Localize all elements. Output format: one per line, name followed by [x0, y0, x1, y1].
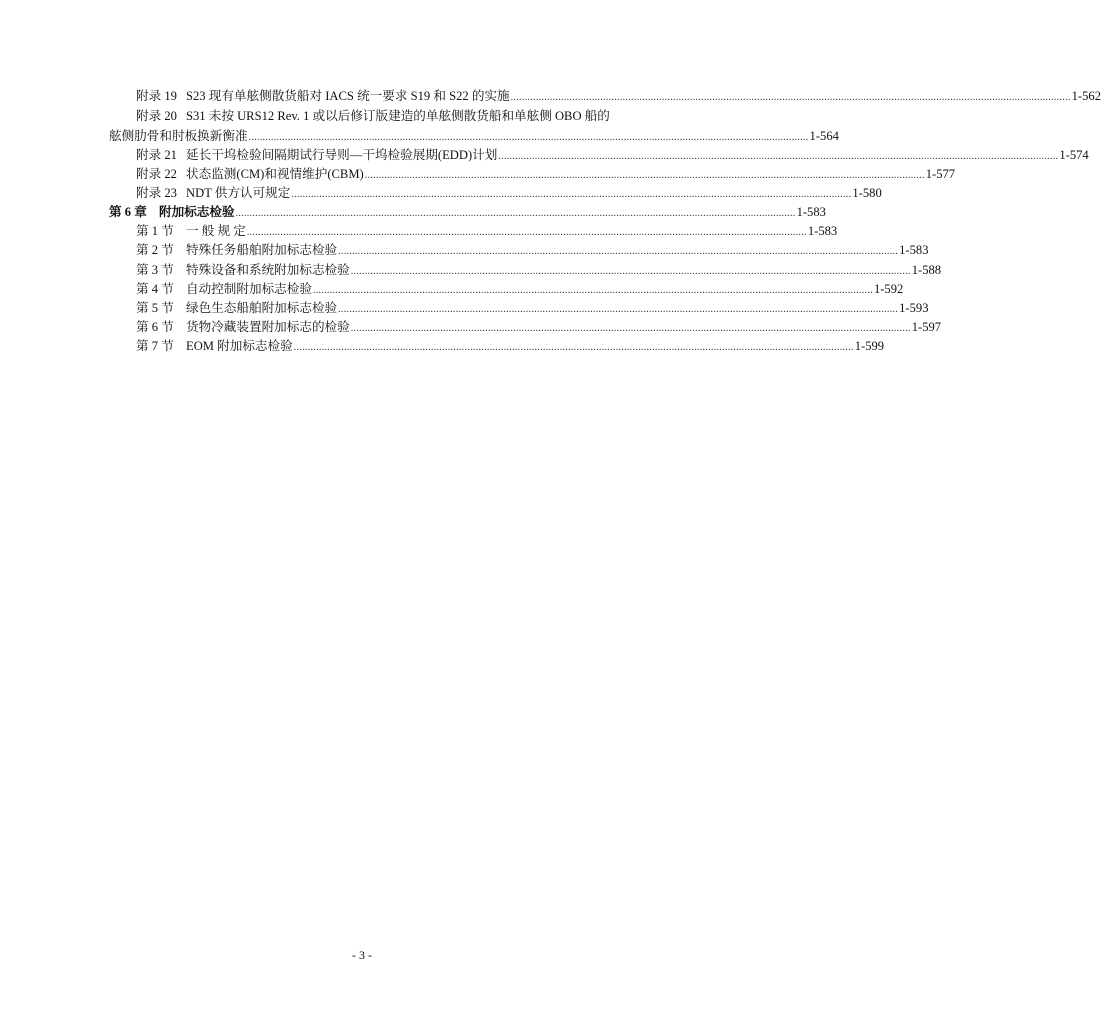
toc-entry-title: EOM 附加标志检验: [186, 339, 293, 353]
leader-dots: [498, 148, 1058, 165]
toc-entry-page: 1-580: [852, 186, 882, 200]
toc-entry-page: 1-583: [796, 205, 826, 219]
toc-entry-appendix-19[interactable]: [136, 88, 1101, 106]
toc-entry-label: 第 2 节: [136, 243, 174, 257]
leader-dots: [294, 339, 854, 356]
leader-dots: [365, 167, 925, 184]
toc-entry-label: 附录 19: [136, 89, 177, 103]
toc-entry-label: 第 1 节: [136, 224, 174, 238]
toc-entry-page: 1-588: [911, 263, 942, 277]
leader-dots: [236, 205, 796, 222]
toc-section-1[interactable]: [136, 223, 838, 241]
toc-entry-label: 第 6 章: [109, 205, 147, 219]
toc-entry-appendix-20-continued[interactable]: [109, 128, 839, 146]
page-number: - 3 -: [352, 948, 372, 962]
leader-dots: [291, 186, 851, 203]
toc-section-6[interactable]: [136, 319, 942, 337]
toc-entry-label: 第 4 节: [136, 282, 174, 296]
toc-section-7[interactable]: [136, 338, 885, 356]
toc-section-5[interactable]: [136, 300, 929, 318]
toc-entry-appendix-21[interactable]: [136, 147, 1089, 165]
toc-entry-page: 1-593: [899, 301, 929, 315]
toc-entry-title: 附加标志检验: [159, 205, 235, 219]
toc-entry-title: 货物冷藏装置附加标志的检验: [186, 320, 350, 334]
leader-dots: [338, 243, 898, 260]
toc-entry-title: 延长干坞检验间隔期试行导则—干坞检验展期(EDD)计划: [186, 148, 498, 162]
toc-entry-title: 特殊任务船舶附加标志检验: [186, 243, 338, 257]
toc-section-4[interactable]: [136, 281, 904, 299]
toc-entry-label: 附录 22: [136, 167, 177, 181]
toc-entry-page: 1-592: [873, 282, 904, 296]
toc-entry-title: 特殊设备和系统附加标志检验: [186, 263, 350, 277]
toc-section-3[interactable]: [136, 262, 942, 280]
toc-entry-page: 1-597: [911, 320, 942, 334]
toc-entry-page: 1-574: [1059, 148, 1089, 162]
leader-dots: [511, 89, 1071, 106]
toc-entry-title: S23 现有单舷侧散货船对 IACS 统一要求 S19 和 S22 的实施: [186, 89, 510, 103]
leader-dots: [249, 129, 809, 146]
toc-entry-page: 1-577: [925, 167, 956, 181]
leader-dots: [338, 301, 898, 318]
toc-entry-title: NDT 供方认可规定: [186, 186, 291, 200]
toc-entry-title: 自动控制附加标志检验: [186, 282, 312, 296]
toc-entry-label: 附录 20: [136, 109, 177, 123]
toc-entry-title: S31 未按 URS12 Rev. 1 或以后修订版建造的单舷侧散货船和单舷侧 OBO 船的: [186, 109, 610, 123]
toc-entry-title: 状态监测(CM)和视情维护(CBM): [186, 167, 364, 181]
toc-entry-appendix-22[interactable]: [136, 166, 956, 184]
leader-dots: [313, 282, 873, 299]
toc-entry-label: 第 6 节: [136, 320, 174, 334]
leader-dots: [351, 263, 911, 280]
toc-entry-page: 1-583: [899, 243, 929, 257]
toc-entry-page: 1-599: [854, 339, 885, 353]
toc-section-2[interactable]: [136, 242, 929, 260]
toc-entry-label: 附录 23: [136, 186, 177, 200]
toc-entry-label: 第 3 节: [136, 263, 174, 277]
toc-entry-title: 一 般 规 定: [186, 224, 246, 238]
leader-dots: [247, 224, 807, 241]
toc-entry-label: 附录 21: [136, 148, 177, 162]
toc-entry-appendix-23[interactable]: [136, 185, 882, 203]
toc-entry-appendix-20[interactable]: [136, 108, 613, 125]
toc-entry-title: 绿色生态船舶附加标志检验: [186, 301, 338, 315]
toc-entry-page: 1-564: [809, 129, 839, 143]
toc-entry-page: 1-562: [1071, 89, 1101, 103]
toc-entry-label: 第 5 节: [136, 301, 174, 315]
toc-chapter-6[interactable]: [109, 204, 826, 222]
toc-entry-title: 舷侧肋骨和肘板换新衡准: [109, 129, 248, 143]
toc-entry-label: 第 7 节: [136, 339, 174, 353]
leader-dots: [351, 320, 911, 337]
toc-entry-page: 1-583: [807, 224, 838, 238]
